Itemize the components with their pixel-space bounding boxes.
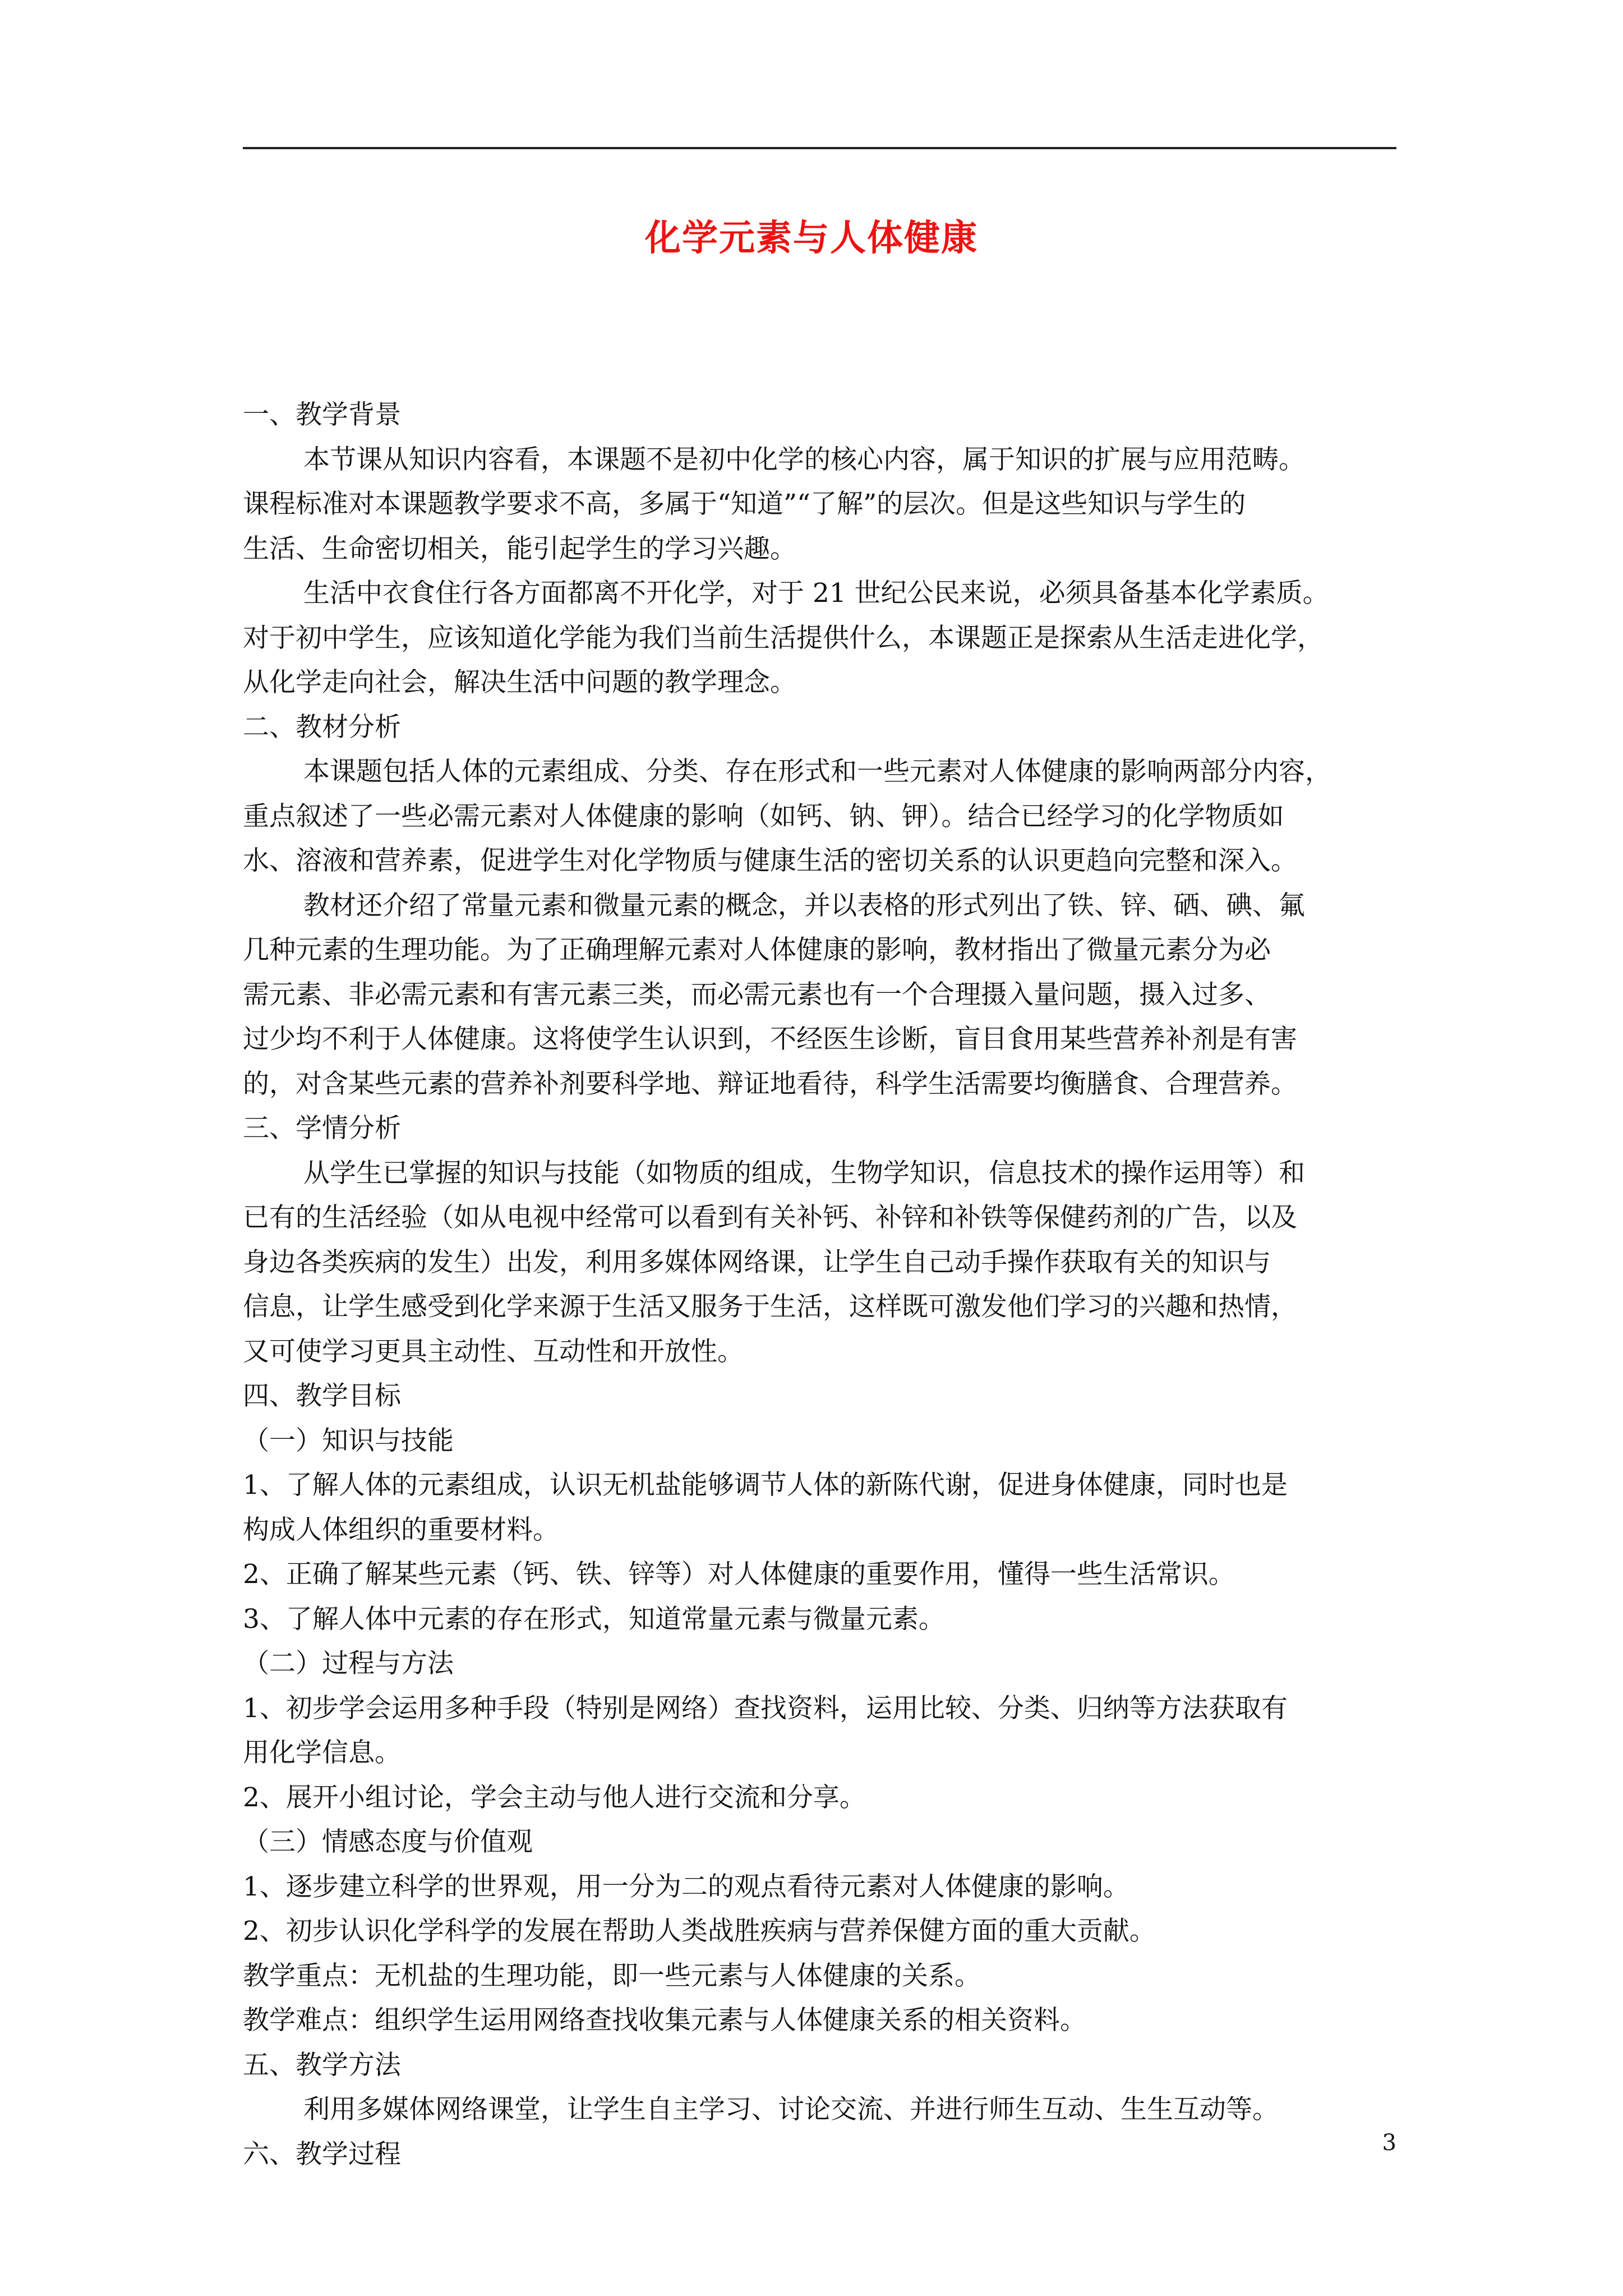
text-line: 对于初中学生，应该知道化学能为我们当前生活提供什么，本课题正是探索从生活走进化学， xyxy=(243,622,1324,654)
text-line: 信息，让学生感受到化学来源于生活又服务于生活，这样既可激发他们学习的兴趣和热情， xyxy=(243,1291,1297,1322)
text-line: （二）过程与方法 xyxy=(243,1648,454,1679)
text-line: 需元素、非必需元素和有害元素三类，而必需元素也有一个合理摄入量问题，摄入过多、 xyxy=(243,979,1271,1010)
text-line: 2、初步认识化学科学的发展在帮助人类战胜疾病与营养保健方面的重大贡献。 xyxy=(243,1916,1156,1947)
text-line: 1、初步学会运用多种手段（特别是网络）查找资料，运用比较、分类、归纳等方法获取有 xyxy=(243,1692,1288,1724)
text-line: 2、正确了解某些元素（钙、铁、锌等）对人体健康的重要作用，懂得一些生活常识。 xyxy=(243,1559,1235,1590)
header-rule xyxy=(243,147,1396,149)
text-line: 的，对含某些元素的营养补剂要科学地、辩证地看待，科学生活需要均衡膳食、合理营养。 xyxy=(243,1068,1297,1099)
text-line: 利用多媒体网络课堂，让学生自主学习、讨论交流、并进行师生互动、生生互动等。 xyxy=(303,2094,1279,2125)
page-number: 3 xyxy=(1382,2130,1396,2156)
text-line: 五、教学方法 xyxy=(243,2049,401,2081)
text-line: 二、教材分析 xyxy=(243,711,401,743)
text-line: 几种元素的生理功能。为了正确理解元素对人体健康的影响，教材指出了微量元素分为必 xyxy=(243,935,1271,965)
text-line: （一）知识与技能 xyxy=(243,1425,454,1456)
text-line: 本节课从知识内容看，本课题不是初中化学的核心内容，属于知识的扩展与应用范畴。 xyxy=(303,444,1305,475)
text-line: 六、教学过程 xyxy=(243,2138,401,2170)
text-line: 重点叙述了一些必需元素对人体健康的影响（如钙、钠、钾）。结合已经学习的化学物质如 xyxy=(243,800,1284,832)
text-line: 2、展开小组讨论，学会主动与他人进行交流和分享。 xyxy=(243,1782,866,1813)
text-line: 生活、生命密切相关，能引起学生的学习兴趣。 xyxy=(243,533,796,564)
text-line: 四、教学目标 xyxy=(243,1381,401,1411)
text-line: 从化学走向社会，解决生活中问题的教学理念。 xyxy=(243,667,796,698)
text-line: 1、了解人体的元素组成，认识无机盐能够调节人体的新陈代谢，促进身体健康，同时也是 xyxy=(243,1470,1288,1501)
text-line: 身边各类疾病的发生）出发，利用多媒体网络课，让学生自己动手操作获取有关的知识与 xyxy=(243,1246,1271,1278)
text-line: 又可使学习更具主动性、互动性和开放性。 xyxy=(243,1336,744,1367)
document-title: 化学元素与人体健康 xyxy=(645,217,978,259)
document-body xyxy=(243,393,1396,2177)
text-line: 过少均不利于人体健康。这将使学生认识到，不经医生诊断，盲目食用某些营养补剂是有害 xyxy=(243,1024,1297,1055)
text-line: （三）情感态度与价值观 xyxy=(243,1826,533,1857)
text-line: 一、教学背景 xyxy=(243,399,401,430)
text-line: 课程标准对本课题教学要求不高，多属于“知道”“了解”的层次。但是这些知识与学生的 xyxy=(243,489,1246,519)
text-line: 教材还介绍了常量元素和微量元素的概念，并以表格的形式列出了铁、锌、硒、碘、氟 xyxy=(303,890,1305,921)
text-line: 教学难点：组织学生运用网络查找收集元素与人体健康关系的相关资料。 xyxy=(243,2005,1086,2036)
text-line: 三、学情分析 xyxy=(243,1113,401,1144)
text-line: 教学重点：无机盐的生理功能，即一些元素与人体健康的关系。 xyxy=(243,1960,981,1991)
text-line: 3、了解人体中元素的存在形式，知道常量元素与微量元素。 xyxy=(243,1603,945,1635)
text-line: 生活中衣食住行各方面都离不开化学，对于 21 世纪公民来说，必须具备基本化学素质。 xyxy=(303,578,1329,609)
text-line: 已有的生活经验（如从电视中经常可以看到有关补钙、补锌和补铁等保健药剂的广告，以及 xyxy=(243,1202,1297,1233)
text-line: 1、逐步建立科学的世界观，用一分为二的观点看待元素对人体健康的影响。 xyxy=(243,1871,1129,1902)
text-line: 从学生已掌握的知识与技能（如物质的组成，生物学知识，信息技术的操作运用等）和 xyxy=(303,1157,1305,1189)
text-line: 构成人体组织的重要材料。 xyxy=(243,1514,559,1545)
text-line: 水、溶液和营养素，促进学生对化学物质与健康生活的密切关系的认识更趋向完整和深入。 xyxy=(243,845,1297,876)
text-line: 用化学信息。 xyxy=(243,1737,401,1768)
text-line: 本课题包括人体的元素组成、分类、存在形式和一些元素对人体健康的影响两部分内容， xyxy=(303,756,1331,787)
